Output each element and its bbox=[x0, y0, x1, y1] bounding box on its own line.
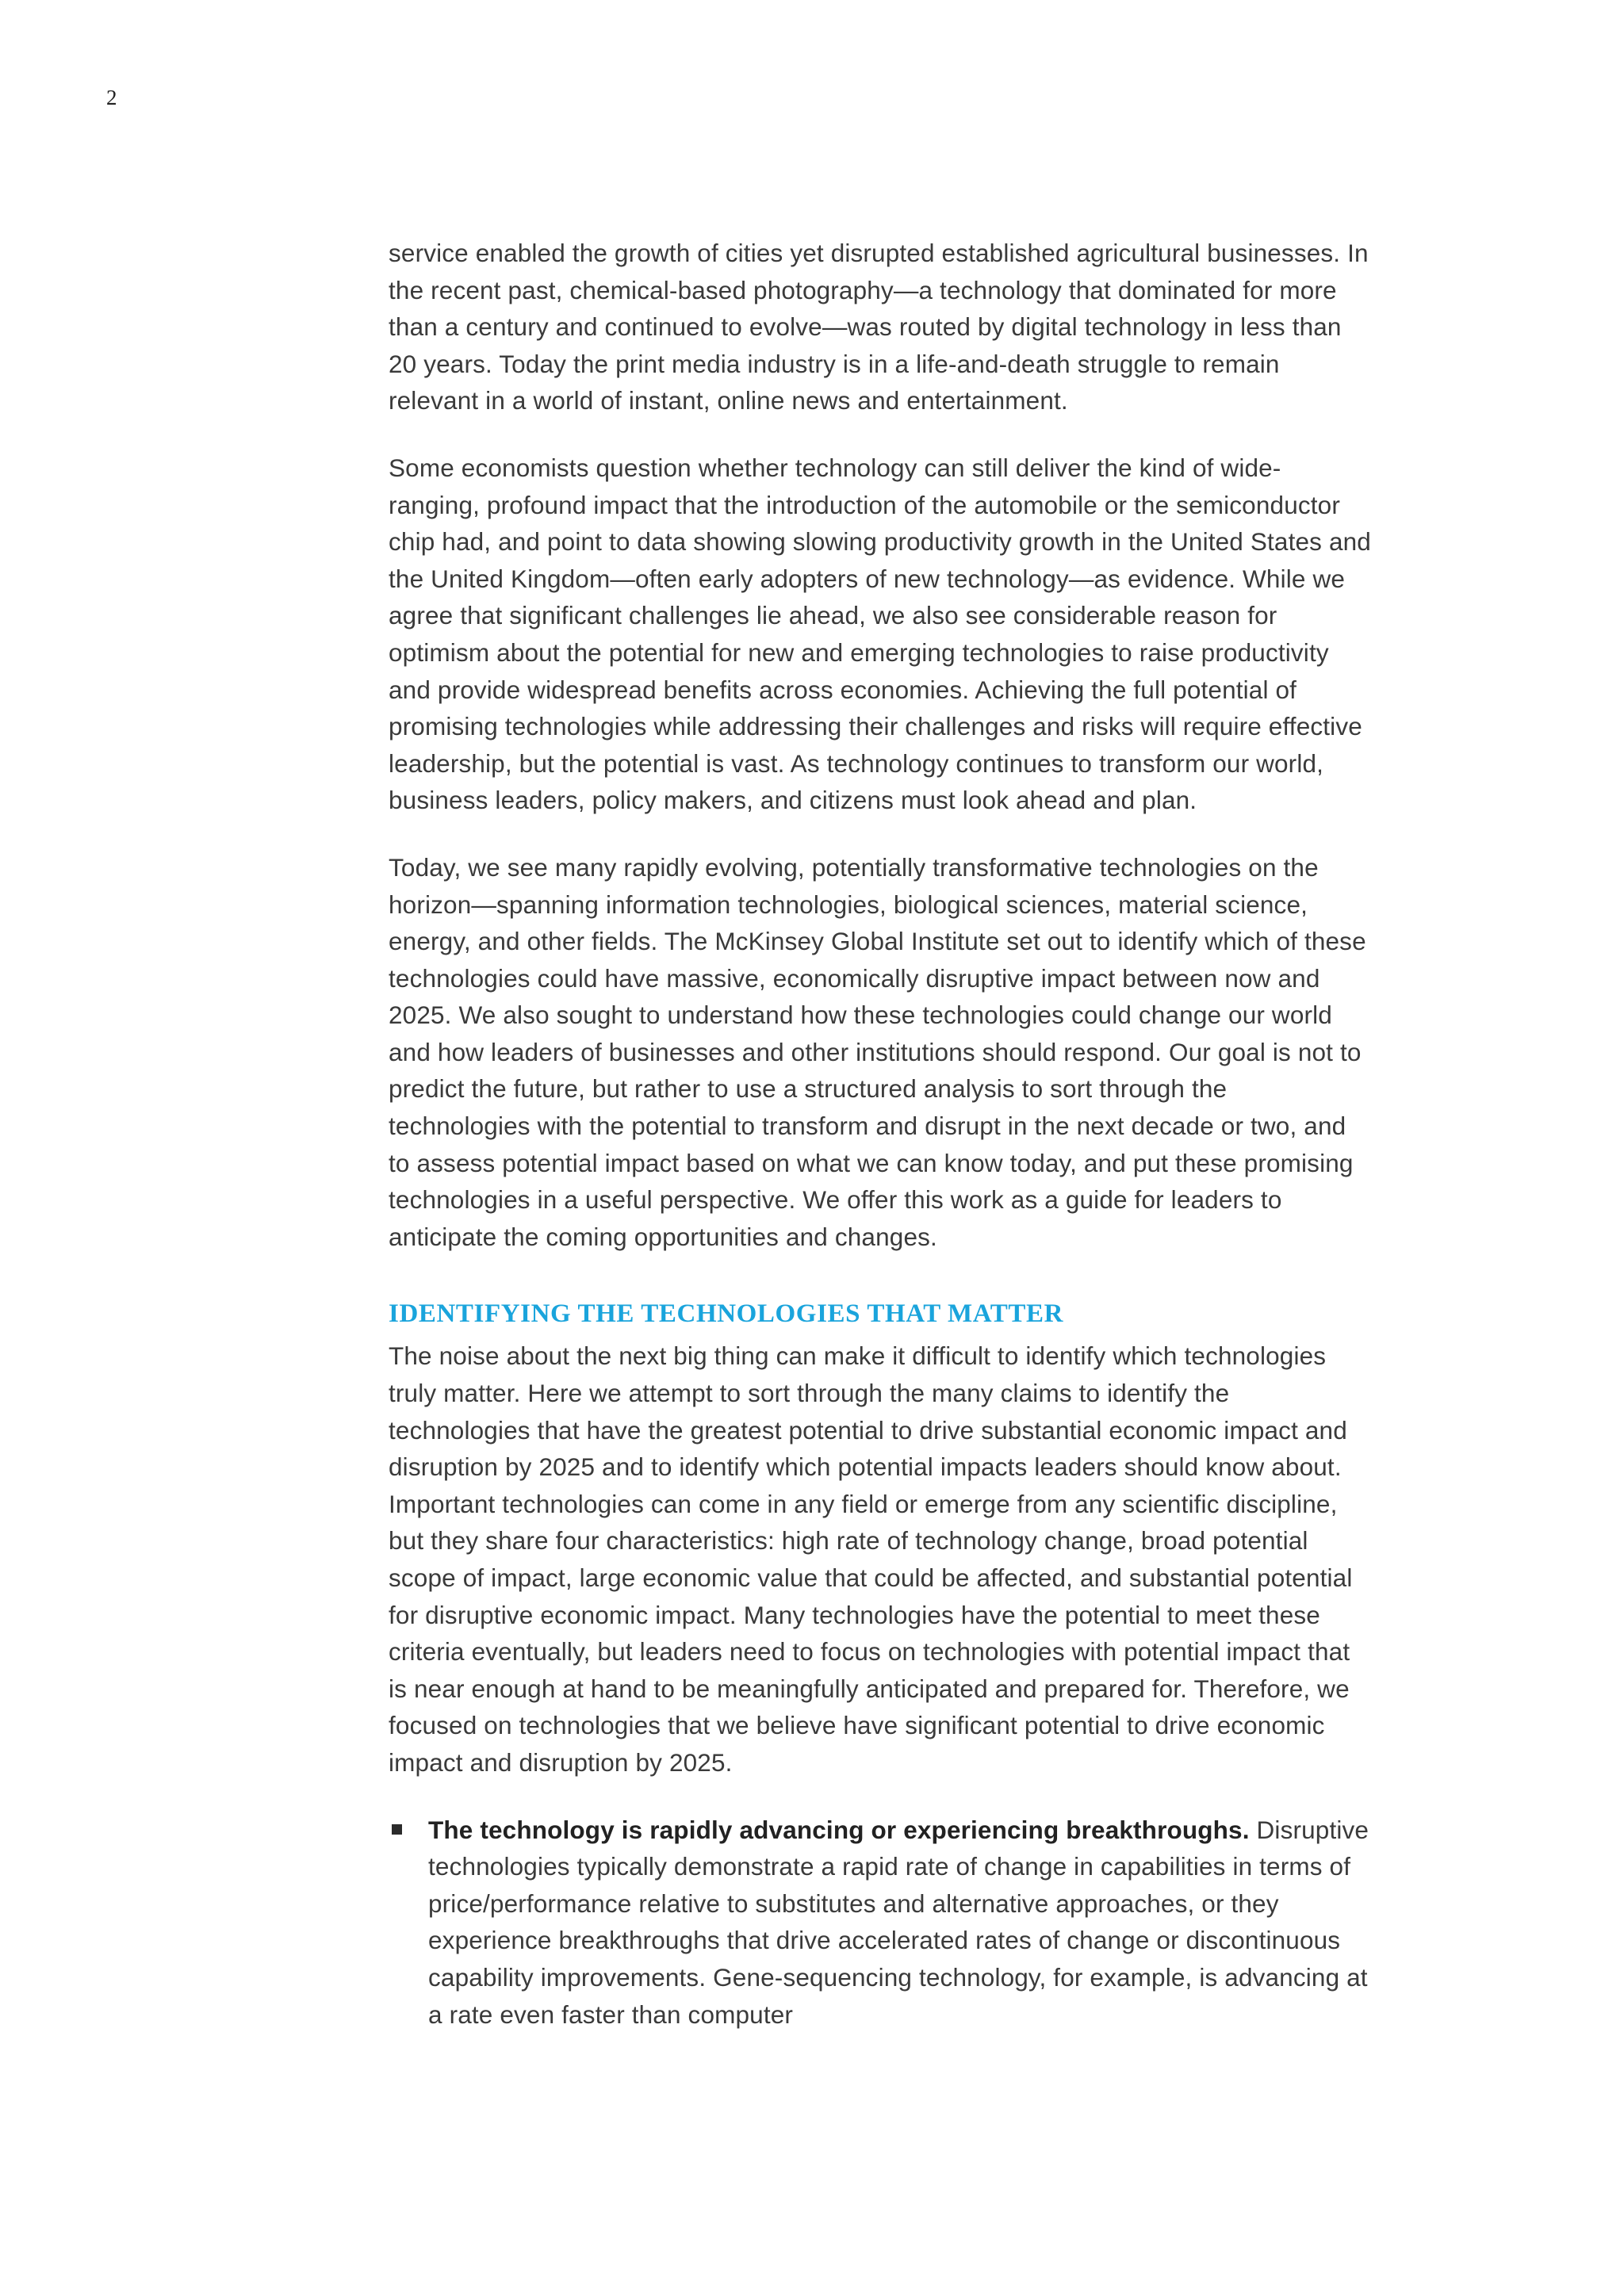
body-paragraph-2: Some economists question whether technology can still deliver the kind of wide-ranging, profound impact that the introduction of the automobile or the semiconductor chip had, and point to data showing slowing productivity growth in the United States and the United Kingdom—often early adopters of new technology—as evidence. While we agree that significant challenges lie ahead, we also see considerable reason for optimism about the potential for new and emerging technologies to raise productivity and provide widespread benefits across economies. Achieving the full potential of promising technologies while addressing their challenges and risks will require effective leadership, but the potential is vast. As technology continues to transform our world, business leaders, policy makers, and citizens must look ahead and plan. bbox=[389, 453, 1371, 815]
section-body-paragraph: The noise about the next big thing can make it difficult to identify which technologies truly matter. Here we attempt to sort through the many claims to identify the technologies that have the greatest potential to drive substantial economic impact and disruption by 2025 and to identify which potential impacts leaders should know about. Important technologies can come in any field or emerge from any scientific discipline, but they share four characteristics: high rate of technology change, broad potential scope of impact, large economic value that could be affected, and substantial potential for disruptive economic impact. Many technologies have the potential to meet these criteria eventually, but leaders need to focus on technologies with potential impact that is near enough at hand to be meaningfully anticipated and prepared for. Therefore, we focused on technologies that we believe have significant potential to drive economic impact and disruption by 2025. bbox=[389, 1341, 1353, 1777]
bullet-body-text: Disruptive technologies typically demonstrate a rapid rate of change in capabilities in terms of price/performance relative to substitutes and alternative approaches, or they experience breakthroughs that drive accelerated rates of change or discontinuous capability improvements. Gene-sequencing technology, for example, is advancing at a rate even faster than computer bbox=[428, 1815, 1369, 2029]
page-number: 2 bbox=[106, 86, 117, 109]
body-paragraph-1: service enabled the growth of cities yet disrupted established agricultural businesses. In the recent past, chemical-based photography—a technology that dominated for more than a century and continued to evolve—was routed by digital technology in less than 20 years. Today the print media industry is in a life-and-death struggle to remain relevant in a world of instant, online news and entertainment. bbox=[389, 239, 1369, 415]
bullet-lead-text: The technology is rapidly advancing or experiencing breakthroughs. bbox=[428, 1815, 1257, 1844]
square-bullet-icon bbox=[392, 1824, 402, 1835]
bullet-list-item bbox=[389, 1812, 1372, 2034]
document-body bbox=[389, 235, 1372, 2033]
body-paragraph-3: Today, we see many rapidly evolving, potentially transformative technologies on the horizon—spanning information technologies, biological sciences, material science, energy, and other fields. The McKinsey Global Institute set out to identify which of these technologies could have massive, economically disruptive impact between now and 2025. We also sought to understand how these technologies could change our world and how leaders of businesses and other institutions should respond. Our goal is not to predict the future, but rather to use a structured analysis to sort through the technologies with the potential to transform and disrupt in the next decade or two, and to assess potential impact based on what we can know today, and put these promising technologies in a useful perspective. We offer this work as a guide for leaders to anticipate the coming opportunities and changes. bbox=[389, 852, 1366, 1251]
section-heading: IDENTIFYING THE TECHNOLOGIES THAT MATTER bbox=[389, 1299, 1064, 1329]
